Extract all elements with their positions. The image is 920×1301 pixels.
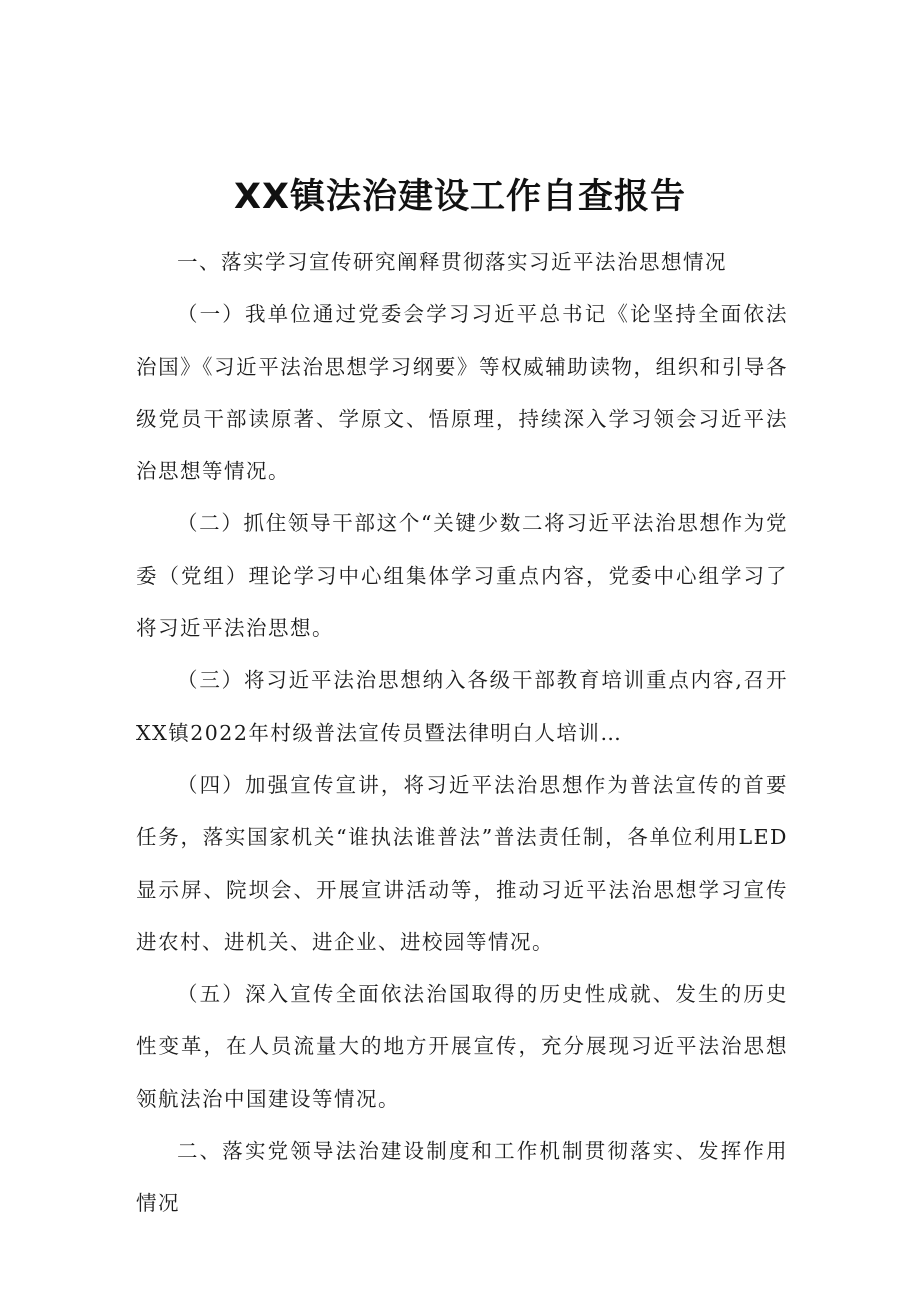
- paragraph-1-2: （二）抓住领导干部这个“关键少数二将习近平法治思想作为党委（党组）理论学习中心组集体学习重点内容，党委中心组学习了将习近平法治思想。: [136, 511, 788, 641]
- section-heading-2: 二、落实党领导法治建设制度和工作机制贯彻落实、发挥作用情况: [136, 1139, 788, 1216]
- paragraph-1-1: （一）我单位通过党委会学习习近平总书记《论坚持全面依法治国》《习近平法治思想学习纲要》等权威辅助读物，组织和引导各级党员干部读原著、学原文、悟原理，持续深入学习领会习近平法治思想等情况。: [136, 302, 788, 484]
- paragraph-1-5: （五）深入宣传全面依法治国取得的历史性成就、发生的历史性变革，在人员流量大的地方开展宣传，充分展现习近平法治思想领航法治中国建设等情况。: [136, 982, 788, 1111]
- document-body: [136, 236, 788, 1230]
- paragraph-1-4: （四）加强宣传宣讲，将习近平法治思想作为普法宣传的首要任务，落实国家机关“谁执法谁普法”普法责任制，各单位利用LED显示屏、院坝会、开展宣讲活动等，推动习近平法治思想学习宣传进农村、进机关、进企业、进校园等情况。: [136, 772, 788, 954]
- document-title: XX镇法治建设工作自查报告: [234, 177, 686, 217]
- section-heading-1: 一、落实学习宣传研究阐释贯彻落实习近平法治思想情况: [177, 250, 727, 274]
- paragraph-1-3: （三）将习近平法治思想纳入各级干部教育培训重点内容,召开XX镇2022年村级普法宣传员暨法律明白人培训…: [136, 668, 788, 745]
